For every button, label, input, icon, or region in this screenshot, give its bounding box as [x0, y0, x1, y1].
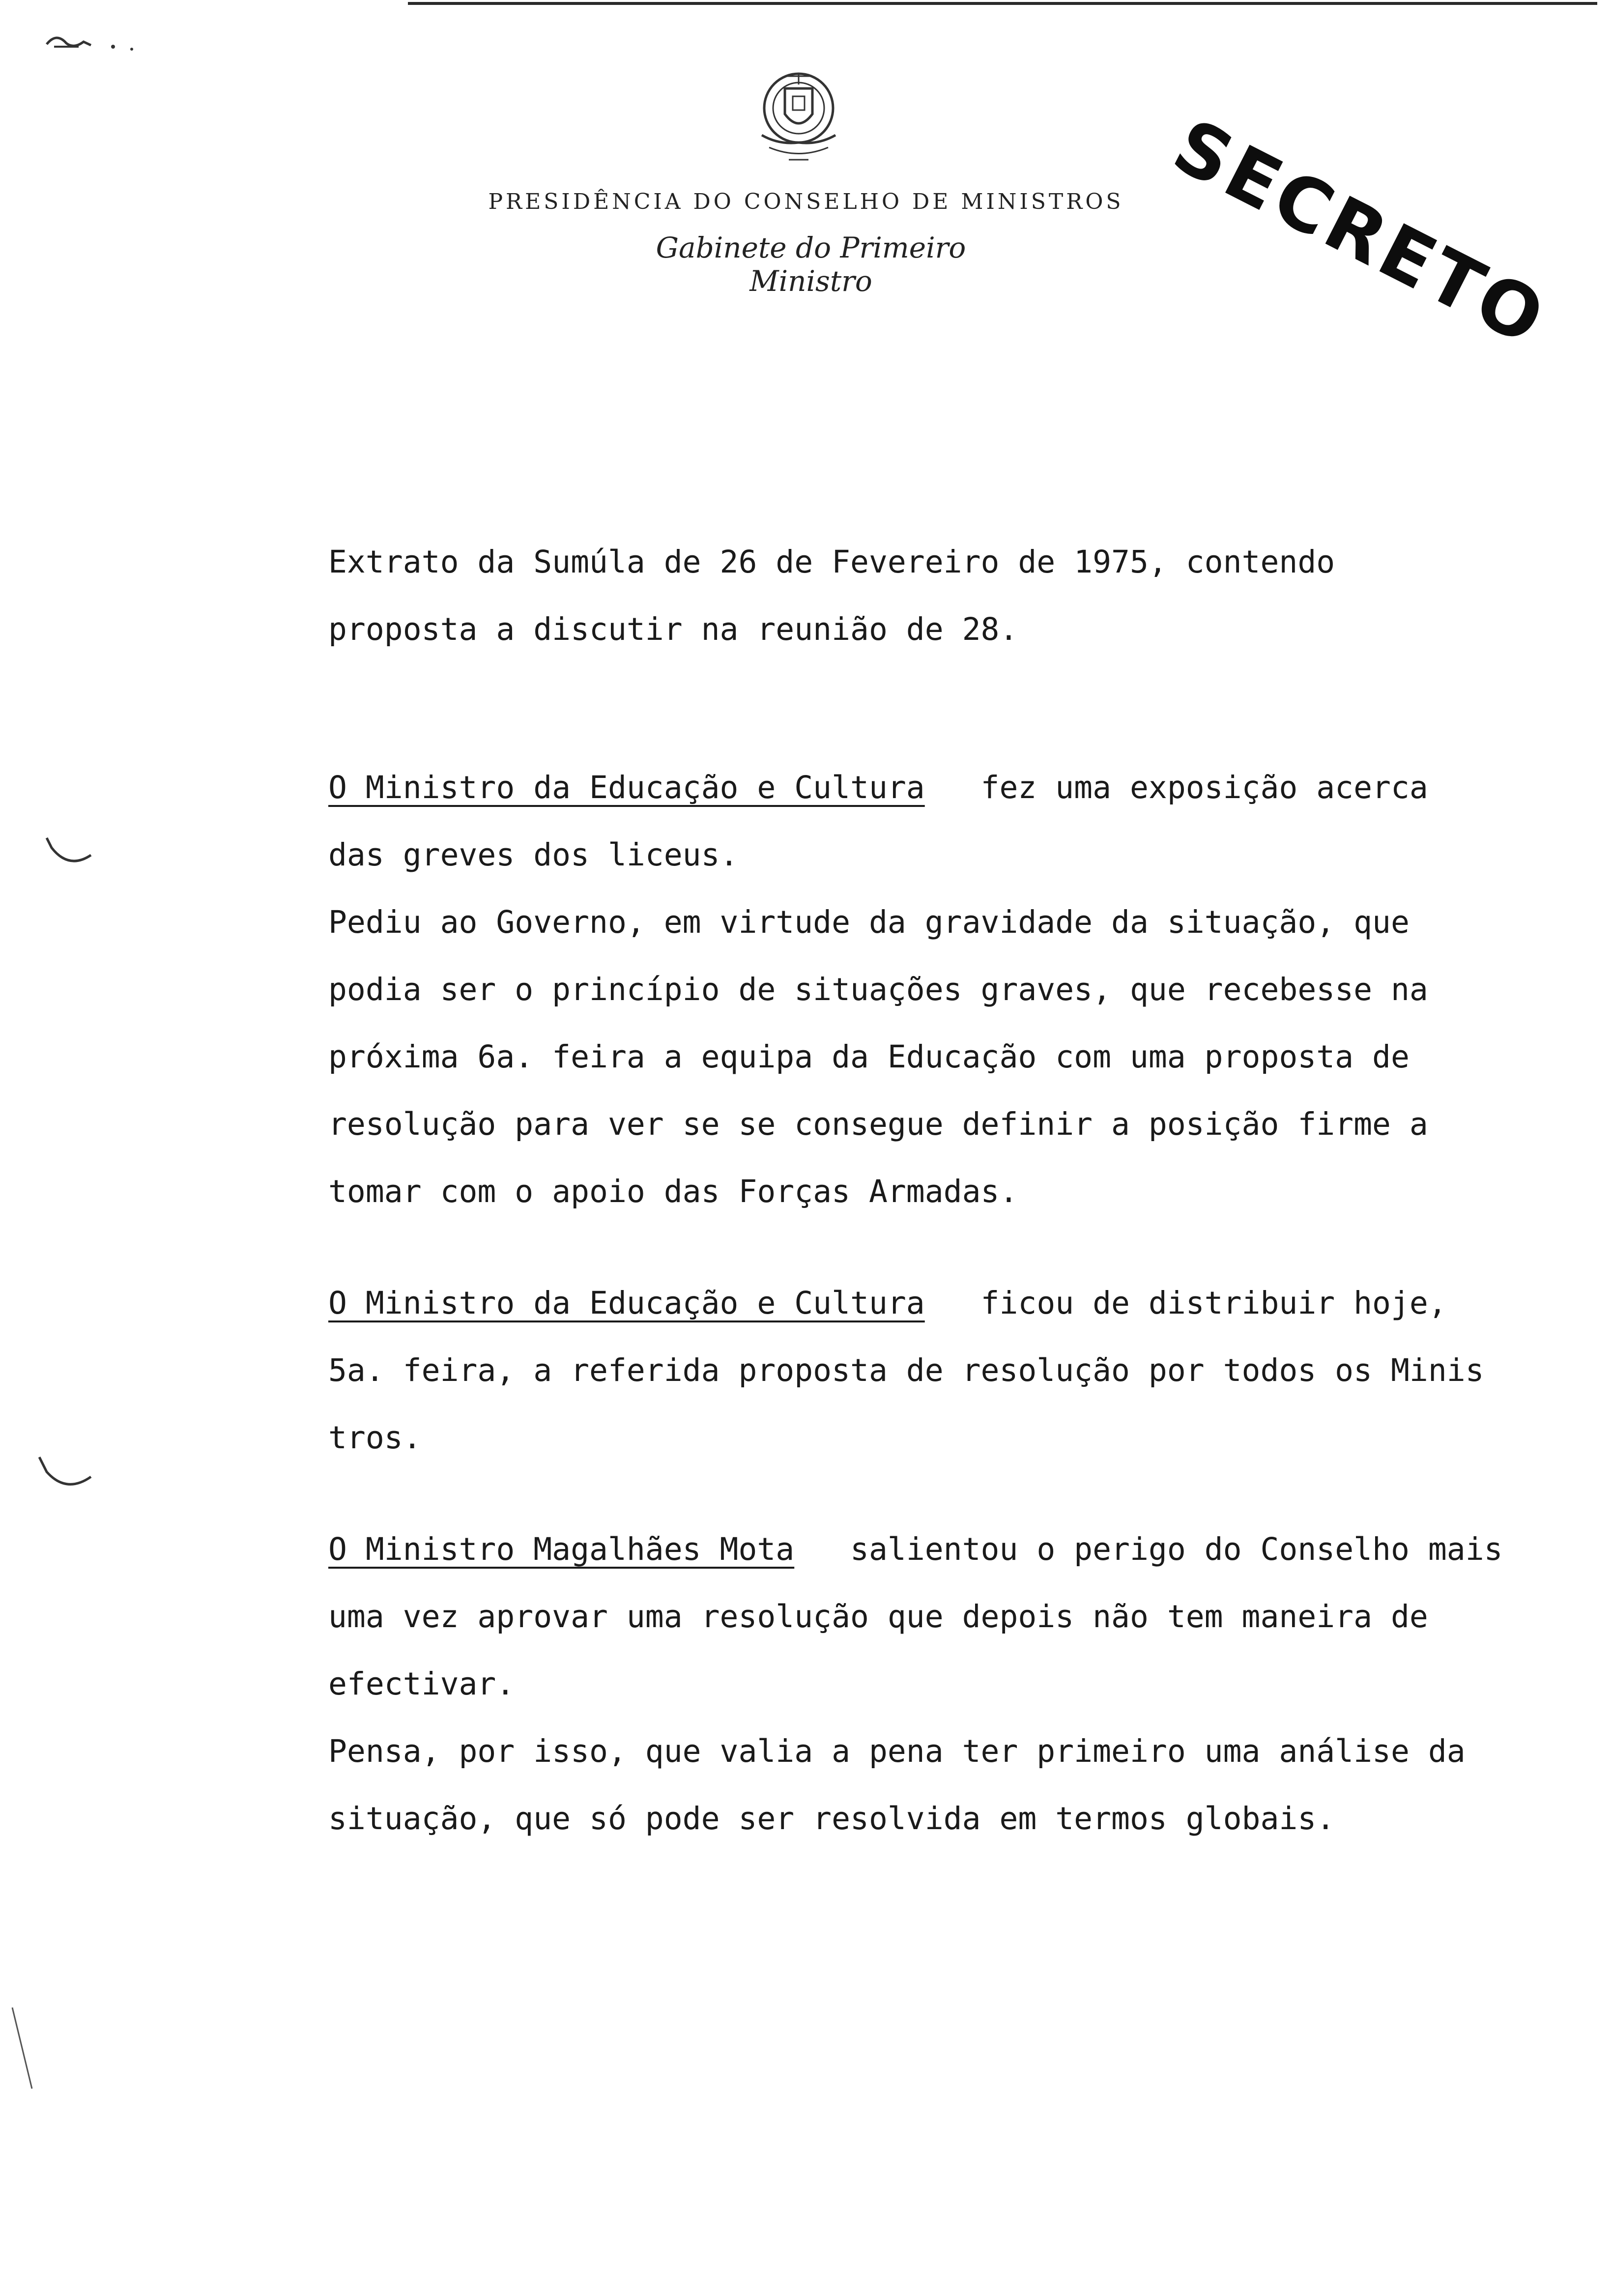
- corner-scribble: [44, 25, 143, 64]
- text-line: Pensa, por isso, que valia a pena ter primeiro uma análise da: [328, 1733, 1466, 1769]
- document-body: [328, 528, 1537, 1852]
- text-line: podia ser o princípio de situações graves, que recebesse na: [328, 972, 1428, 1007]
- speaker-name: O Ministro da Educação e Cultura: [328, 770, 925, 805]
- text-line: salientou o perigo do Conselho mais: [850, 1531, 1503, 1567]
- speaker-name: O Ministro Magalhães Mota: [328, 1531, 795, 1567]
- text-line: fez uma exposição acerca: [980, 770, 1428, 805]
- margin-mark: [44, 835, 98, 875]
- text-line: próxima 6a. feira a equipa da Educação com uma proposta de: [328, 1039, 1410, 1075]
- letterhead-office: Gabinete do Primeiro Ministro: [656, 231, 966, 298]
- paragraph-education-minister-distribution: [328, 1269, 1537, 1471]
- margin-mark: [37, 1455, 96, 1499]
- text-line: Pediu ao Governo, em virtude da gravidade da situação, que: [328, 904, 1410, 940]
- text-line: ficou de distribuir hoje,: [980, 1285, 1447, 1321]
- text-line: situação, que só pode ser resolvida em termos globais.: [328, 1801, 1335, 1837]
- text-line: uma vez aprovar uma resolução que depois não tem maneira de: [328, 1599, 1428, 1635]
- paragraph-magalhaes-mota: [328, 1516, 1537, 1852]
- text-line: tomar com o apoio das Forças Armadas.: [328, 1174, 1018, 1209]
- top-edge-rule: [408, 2, 1597, 5]
- text-line: efectivar.: [328, 1666, 515, 1702]
- text-line: 5a. feira, a referida proposta de resolução por todos os Minis: [328, 1352, 1484, 1388]
- secret-stamp: SECRETO: [1160, 103, 1560, 364]
- text-line: das greves dos liceus.: [328, 837, 739, 873]
- margin-mark: [10, 2005, 39, 2094]
- speaker-name: O Ministro da Educação e Cultura: [328, 1285, 925, 1321]
- coat-of-arms-emblem: [740, 54, 858, 177]
- text-line: Extrato da Sumúla de 26 de Fevereiro de 1975, contendo: [328, 544, 1335, 580]
- text-line: proposta a discutir na reunião de 28.: [328, 611, 1018, 647]
- text-line: resolução para ver se se consegue definir a posição firme a: [328, 1106, 1428, 1142]
- text-line: tros.: [328, 1420, 422, 1456]
- paragraph-education-minister-exposition: [328, 754, 1537, 1225]
- intro-paragraph: [328, 528, 1537, 663]
- letterhead-institution: PRESIDÊNCIA DO CONSELHO DE MINISTROS: [488, 189, 1124, 214]
